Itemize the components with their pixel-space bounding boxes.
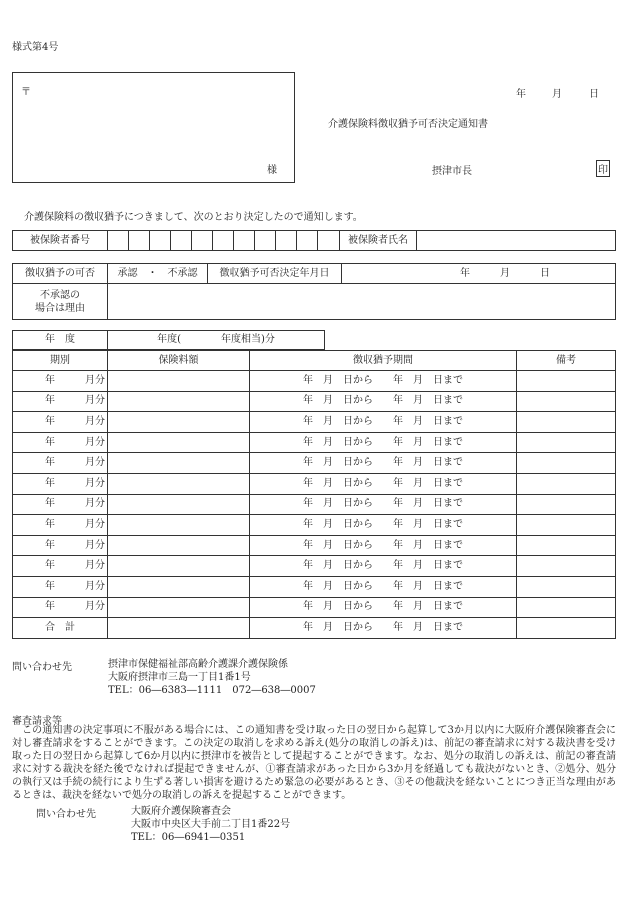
table-row	[13, 391, 616, 412]
total-remarks[interactable]	[517, 618, 616, 639]
row-suspension[interactable]: 年 月 日から 年 月 日まで	[250, 535, 517, 556]
row-amount[interactable]	[108, 432, 250, 453]
row-suspension[interactable]: 年 月 日から 年 月 日まで	[250, 391, 517, 412]
row-suspension[interactable]: 年 月 日から 年 月 日まで	[250, 412, 517, 433]
table-row	[13, 535, 616, 556]
row-amount[interactable]	[108, 515, 250, 536]
total-suspension[interactable]: 年 月 日から 年 月 日まで	[250, 618, 517, 639]
row-suspension[interactable]: 年 月 日から 年 月 日まで	[250, 515, 517, 536]
insured-number-digit[interactable]	[255, 231, 276, 251]
contact2-line2: 大阪市中央区大手前二丁目1番22号	[131, 819, 291, 830]
reason-label-line2: 場合は理由	[35, 302, 85, 314]
row-remarks[interactable]	[517, 515, 616, 536]
address-box	[12, 72, 295, 183]
fiscal-year-table	[12, 330, 325, 350]
table-row	[13, 473, 616, 494]
table-row	[13, 597, 616, 618]
honorific: 様	[267, 165, 277, 176]
table-row	[13, 556, 616, 577]
date-year: 年	[516, 89, 526, 100]
row-remarks[interactable]	[517, 371, 616, 392]
row-period[interactable]: 年 月分	[13, 494, 108, 515]
intro-text: 介護保険料の徴収猶予につきまして、次のとおり決定したので通知します。	[24, 212, 363, 223]
row-remarks[interactable]	[517, 453, 616, 474]
reason-label-line1: 不承認の	[40, 289, 80, 301]
total-amount[interactable]	[108, 618, 250, 639]
row-period[interactable]: 年 月分	[13, 597, 108, 618]
insured-table	[12, 230, 616, 251]
row-remarks[interactable]	[517, 473, 616, 494]
contact2-line3: TEL：06―6941―0351	[131, 832, 246, 843]
insured-number-digit[interactable]	[192, 231, 213, 251]
row-period[interactable]: 年 月分	[13, 453, 108, 474]
row-remarks[interactable]	[517, 576, 616, 597]
row-amount[interactable]	[108, 473, 250, 494]
seal-stamp: 印	[596, 160, 610, 177]
insured-number-digit[interactable]	[318, 231, 340, 251]
table-row	[13, 453, 616, 474]
row-remarks[interactable]	[517, 412, 616, 433]
insured-number-digit[interactable]	[150, 231, 171, 251]
total-label: 合 計	[13, 618, 108, 639]
insured-name-field[interactable]	[417, 231, 616, 251]
date-day: 日	[589, 89, 599, 100]
row-amount[interactable]	[108, 556, 250, 577]
decision-date-value[interactable]: 年 月 日	[342, 264, 616, 284]
table-row	[13, 412, 616, 433]
row-period[interactable]: 年 月分	[13, 515, 108, 536]
reason-label	[13, 284, 108, 320]
decision-options[interactable]: 承認 ・ 不承認	[108, 264, 208, 284]
row-period[interactable]: 年 月分	[13, 576, 108, 597]
insured-name-label: 被保険者氏名	[340, 231, 417, 251]
insured-number-digit[interactable]	[276, 231, 297, 251]
insured-number-digit[interactable]	[297, 231, 318, 251]
table-row	[13, 515, 616, 536]
contact2-label: 問い合わせ先	[36, 809, 96, 820]
row-period[interactable]: 年 月分	[13, 371, 108, 392]
insured-number-digit[interactable]	[171, 231, 192, 251]
row-amount[interactable]	[108, 597, 250, 618]
row-remarks[interactable]	[517, 556, 616, 577]
insured-number-digit[interactable]	[234, 231, 255, 251]
decision-label: 徴収猶予の可否	[13, 264, 108, 284]
contact1-line3: TEL：06―6383―1111 072―638―0007	[108, 685, 316, 696]
issuer-name: 摂津市長	[432, 166, 472, 177]
row-remarks[interactable]	[517, 391, 616, 412]
header-amount: 保険料額	[108, 351, 250, 371]
table-row	[13, 576, 616, 597]
row-remarks[interactable]	[517, 432, 616, 453]
decision-date-label: 徴収猶予可否決定年月日	[208, 264, 342, 284]
row-suspension[interactable]: 年 月 日から 年 月 日まで	[250, 371, 517, 392]
row-period[interactable]: 年 月分	[13, 535, 108, 556]
row-amount[interactable]	[108, 535, 250, 556]
row-remarks[interactable]	[517, 597, 616, 618]
row-amount[interactable]	[108, 494, 250, 515]
postal-mark: 〒	[21, 87, 31, 98]
review-heading: 審査請求等	[12, 716, 62, 727]
row-amount[interactable]	[108, 371, 250, 392]
row-remarks[interactable]	[517, 535, 616, 556]
header-suspension: 徴収猶予期間	[250, 351, 517, 371]
contact1-line2: 大阪府摂津市三島一丁目1番1号	[108, 672, 251, 683]
decision-table	[12, 263, 616, 320]
table-row	[13, 371, 616, 392]
row-suspension[interactable]: 年 月 日から 年 月 日まで	[250, 556, 517, 577]
row-period[interactable]: 年 月分	[13, 432, 108, 453]
insured-number-digit[interactable]	[213, 231, 234, 251]
fiscal-year-value[interactable]: 年度( 年度相当)分	[108, 331, 325, 350]
row-period[interactable]: 年 月分	[13, 473, 108, 494]
row-remarks[interactable]	[517, 494, 616, 515]
contact1-line1: 摂津市保健福祉部高齢介護課介護保険係	[108, 659, 288, 670]
row-period[interactable]: 年 月分	[13, 556, 108, 577]
header-remarks: 備考	[517, 351, 616, 371]
table-row	[13, 494, 616, 515]
row-suspension[interactable]: 年 月 日から 年 月 日まで	[250, 597, 517, 618]
row-suspension[interactable]: 年 月 日から 年 月 日まで	[250, 432, 517, 453]
contact1-label: 問い合わせ先	[12, 662, 72, 673]
insured-number-label: 被保険者番号	[13, 231, 108, 251]
fiscal-year-label: 年 度	[13, 331, 108, 350]
row-suspension[interactable]: 年 月 日から 年 月 日まで	[250, 494, 517, 515]
row-suspension[interactable]: 年 月 日から 年 月 日まで	[250, 576, 517, 597]
row-suspension[interactable]: 年 月 日から 年 月 日まで	[250, 473, 517, 494]
contact2-line1: 大阪府介護保険審査会	[131, 806, 231, 817]
row-amount[interactable]	[108, 412, 250, 433]
row-amount[interactable]	[108, 453, 250, 474]
row-period[interactable]: 年 月分	[13, 391, 108, 412]
suspension-table	[12, 350, 616, 639]
row-amount[interactable]	[108, 391, 250, 412]
row-amount[interactable]	[108, 576, 250, 597]
header-period: 期別	[13, 351, 108, 371]
row-suspension[interactable]: 年 月 日から 年 月 日まで	[250, 453, 517, 474]
insured-number-digit[interactable]	[129, 231, 150, 251]
row-period[interactable]: 年 月分	[13, 412, 108, 433]
date-month: 月	[552, 89, 562, 100]
reason-field[interactable]	[108, 284, 616, 320]
table-row	[13, 432, 616, 453]
contact2-block	[131, 805, 290, 844]
review-body: この通知書の決定事項に不服がある場合には、この通知書を受け取った日の翌日から起算して3か月以内に大阪府介護保険審査会に対し審査請求をすることができます。この決定の取消しを求める訴え(処分の取消しの訴え)は、前記の審査請求に対する裁決書を受け取った日の翌日から起算して6か月以内に摂津市を被告として提起することができます。なお、処分の取消しの訴えは、前記の審査請求に対する裁決を経た後でなければ提起できませんが、①審査請求があった日から3か月を経過しても裁決がないとき、②処分、処分の執行又は手続の続行により生ずる著しい損害を避けるため緊急の必要があるとき、③その他裁決を経ないことにつき正当な理由があるときは、裁決を経ないで処分の取消しの訴えを提起することができます。	[12, 725, 616, 801]
insured-number-digit[interactable]	[108, 231, 129, 251]
form-number: 様式第4号	[12, 42, 59, 53]
contact1-block	[108, 658, 316, 697]
document-title: 介護保険料徴収猶予可否決定通知書	[328, 119, 488, 130]
